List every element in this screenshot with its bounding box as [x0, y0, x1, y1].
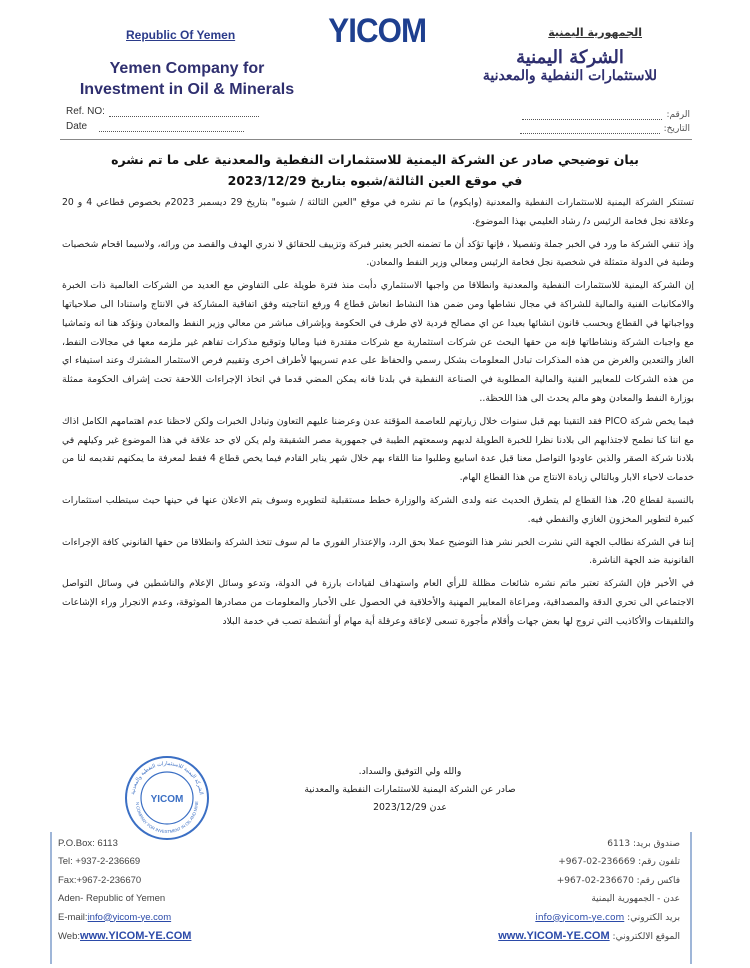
closing-line3: عدن 2023/12/29	[373, 802, 447, 813]
company-ar-line1: الشركة اليمنية	[516, 47, 624, 68]
date-blank	[99, 131, 244, 132]
footer-address-en: Aden- Republic of Yemen	[58, 893, 166, 905]
date-blank-ar	[520, 133, 660, 134]
republic-ar: الجمهورية اليمنية	[548, 26, 642, 39]
company-logo	[322, 12, 432, 51]
body-paragraph-6: إننا في الشركة نطالب الجهة التي نشرت الخبر نشر هذا التوضيح عملا بحق الرد، والإعتذار الفوري ما لم سوف تتخذ الشركة وانطلاقا من حقها القانوني كافة الإجراءات القانونية ضد الجهة الناشرة.	[62, 536, 694, 567]
date-label-ar: التاريخ:	[663, 124, 690, 134]
ref-number-row	[66, 106, 259, 117]
website-link-en[interactable]: www.YICOM-YE.COM	[80, 930, 192, 943]
stamp-center-text: YICOM	[150, 794, 184, 805]
statement-title-line1: بيان توضيحي صادر عن الشركة اليمنية للاستثمارات النفطية والمعدنية على ما تم نشره	[111, 152, 639, 167]
email-label-ar: بريد الكتروني:	[627, 912, 680, 923]
header-divider	[60, 139, 692, 140]
ref-blank-ar	[522, 119, 662, 120]
footer-web-row-en	[58, 927, 258, 946]
web-label-en: Web:	[58, 931, 81, 943]
statement-body	[62, 194, 694, 636]
footer-fax-ar: فاكس رقم: 236670-02-967+	[556, 875, 680, 886]
footer-email-row-en	[58, 909, 258, 927]
footer-email-row-ar	[480, 909, 680, 927]
company-en-line1: Yemen Company for	[109, 60, 265, 77]
footer-pobox-ar: صندوق بريد: 6113	[607, 839, 680, 849]
header-english	[62, 28, 312, 100]
stamp-top-text: الشركة اليمنية للاستثمارات النفطية والمعدنية	[130, 760, 204, 796]
date-row	[66, 121, 244, 132]
ref-label: Ref. NO:	[66, 106, 105, 117]
email-label-en: E-mail:	[58, 911, 88, 923]
body-paragraph-5: بالنسبة لقطاع 20، هذا القطاع لم يتطرق الحديث عنه ولدى الشركة والوزارة خطط مستقبلية لتطويره وسوف يتم الاعلان عنها في حينها حيث سيتطلب استثمارات كبيرة لتطوير المخزون الغازي والنفطي فيه.	[62, 494, 694, 525]
date-label: Date	[66, 121, 88, 132]
ref-label-ar: الرقم:	[666, 110, 690, 120]
statement-title-line2: في موقع العين الثالثة/شبوه بتاريخ 2023/12/29	[227, 173, 523, 188]
email-link-ar[interactable]: info@yicom-ye.com	[535, 912, 625, 923]
body-paragraph-2: وإذ تنفي الشركة ما ورد في الخبر جملة وتفصيلا ، فإنها تؤكد أن ما تضمنه الخبر يعتبر فبركة وتزييف للحقائق لا ندري الهدف والقصد من ورائه، ولاسيما اقحام شخصيات وطنية في الدولة متمثلة في شخصية نجل فخامة الرئيس ومعالي وزير النفط والمعادن.	[62, 238, 694, 269]
body-paragraph-3: إن الشركة اليمنية للاستثمارات النفطية والمعدنية وانطلاقا من واجبها الاستثماري دأبت منذ فترة طويلة على التفاوض مع العديد من الشركات العالمية ذات الخبرة والامكانيات الفنية والمالية للشراكة في مجال نشاطها ومن ضمن هذا النشاط انعاش قطاع 4 ورفع انتاجيته وفق اتفاقية المشاركة في الانتاج واستنادا الى صلاحياتها وواجباتها في القطاع وبحسب قانون انشائها بعيدا عن اي مصالح فردية لاي طرف في الحكومة وبإشراف مباشر من معالي وزير النفط والمعادن ونؤكد هنا انه وتماشيا مع واجبات الشركة ونشاطاتها فإنه من حقها البحث عن شركات استثمارية مع شركات مقتدرة فنيا وماليا وتوقيع مذكرات تفاهم غير ملزمه معها في مجالات النفط، الغاز والتعدين والغرض من هذه المذكرات تبادل المعلومات بشكل رسمي والحفاظ على عدم تسريبها لأطراف اخرى وتقييم فرص الاستثمار المشترك وعند استيفاء اي من هذه الشركات للمعايير الفنية والمالية المطلوبة في الصناعة النفطية في بلدنا فانه يمكن المضي قدما في اتخاذ الإجراءات اللاحقة تحت إشراف الحكومة ممثلة بوزارة النفط والمعادن وهو مالم يحدث الى هذا اللحظة..	[62, 280, 694, 404]
stamp-bottom-text: N COMPANY FOR INVESTMENT IN OIL AND MINE	[134, 801, 200, 835]
footer-english	[50, 835, 258, 946]
footer-pobox-en: P.O.Box: 6113	[58, 838, 118, 849]
ref-blank	[109, 116, 259, 117]
ref-number-row-ar	[522, 110, 690, 120]
website-link-ar[interactable]: www.YICOM-YE.COM	[498, 930, 610, 943]
company-en-line2: Investment in Oil & Minerals	[79, 81, 295, 98]
footer-fax-en: Fax:+967-2-236670	[58, 874, 142, 886]
closing-line2: صادر عن الشركة اليمنية للاستثمارات النفطية والمعدنية	[304, 784, 516, 795]
body-paragraph-1: تستنكر الشركة اليمنية للاستثمارات النفطية والمعدنية (وايكوم) ما تم نشره في موقع "العين الثالثة / شبوه" بتاريخ 29 ديسمبر 2023م بخصوص قطاعي 4 و 20 وعلاقة نجل فخامة الرئيس د/ رشاد العليمي بهذا الموضوع.	[62, 197, 695, 227]
company-stamp-seal	[124, 755, 210, 841]
closing-block	[280, 763, 540, 817]
footer-tel-en: Tel: +937-2-236669	[58, 856, 141, 868]
body-paragraph-7: في الأخير فإن الشركة تعتبر ماتم نشره شائعات مظللة للرأي العام واستهداف لقيادات بارزة في الدولة، وتدعو وسائل الإعلام والناشطين في وسائل التواصل الاجتماعي الى تحري الدقة والمصداقية، ومراعاة المعايير المهنية والأخلاقية في الحصول على الأخبار والمعلومات من مصادرها الموثوقة، وعدم الانجرار وراء الإشاعات والتلفيقات والأكاذيب التي تروج لها بعض جهات وأقلام مأجورة تسعى لإعاقة وعرقلة أية مهام أو أنشطة تصب في خدمة البلاد	[62, 578, 694, 627]
logo-text: YICOM	[328, 12, 426, 50]
footer-web-row-ar	[480, 927, 680, 946]
header-arabic	[450, 26, 690, 84]
company-ar-line2: للاستثمارات النفطية والمعدنية	[482, 68, 658, 84]
closing-line1: والله ولي التوفيق والسداد.	[358, 766, 462, 777]
footer-tel-ar: تلفون رقم: 236669-02-967+	[558, 857, 680, 868]
footer-accent-right	[690, 832, 692, 964]
body-paragraph-4: فيما يخص شركة PICO فقد التقينا بهم قبل سنوات خلال زيارتهم للعاصمة المؤقتة عدن وعرضنا عليهم التعاون وتبادل الخبرات ولكن لاحظنا عدم اهتمامهم الكامل اذاك مع اننا كنا نطمح لاجتذابهم الى بلادنا نظرا للخبرة الطويلة لديهم وسمعتهم الطيبة في جمهورية مصر الشقيقة ولم يكن لاي حد علاقة في هذا الموضوع غير وكيلهم في بلادنا شركة الصقر والذين عاودوا التواصل معنا قبل عدة اسابيع وطلبوا منا اللقاء بهم خلال شهر يناير القادم فيما يخص قطاع 4 فقط لمعرفة ما يمكنهم تقديمه لنا من خدمات لاحياء الابار وبالتالي زيادة الانتاج من هذا القطاع الهام.	[62, 415, 695, 484]
footer-arabic	[480, 835, 688, 946]
company-name-en	[62, 58, 312, 100]
republic-en: Republic Of Yemen	[126, 28, 236, 42]
footer-address-ar: عدن - الجمهورية اليمنية	[591, 894, 680, 905]
date-row-ar	[520, 124, 690, 134]
email-link-en[interactable]: info@yicom-ye.com	[87, 911, 172, 923]
web-label-ar: الموقع الالكتروني:	[612, 932, 680, 943]
